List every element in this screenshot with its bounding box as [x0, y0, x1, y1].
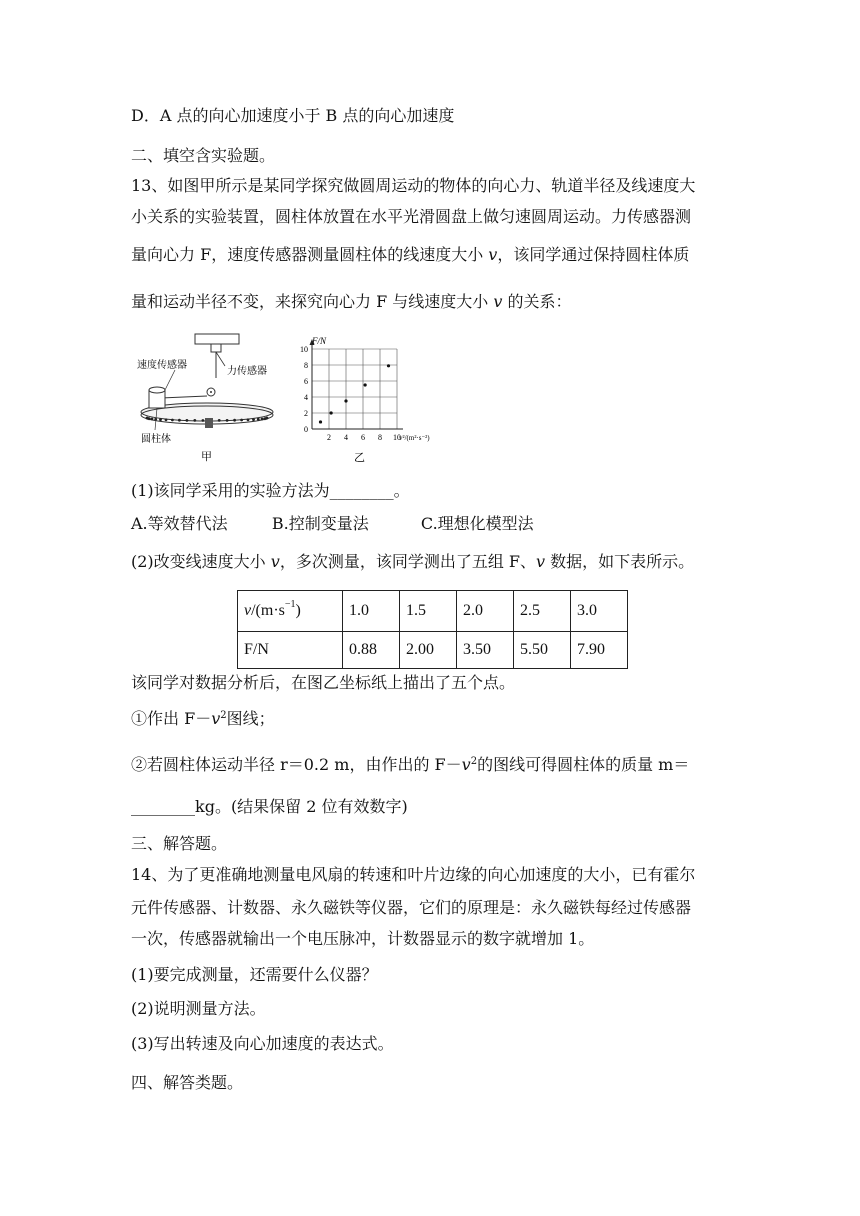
y-tick-label: 10 [300, 345, 308, 354]
table-cell: 3.0 [571, 591, 628, 632]
choices-line [131, 514, 534, 534]
disk-dot [257, 418, 260, 421]
pulley-center [210, 391, 212, 393]
section-3-heading: 三、解答题。 [131, 834, 228, 853]
force-sensor-body [195, 334, 239, 344]
disk-dot [226, 419, 229, 422]
turntable-stand [205, 418, 213, 428]
question-13-line-4 [131, 292, 572, 312]
subquestion-2 [131, 552, 694, 572]
text-span: ①作出 F－ [131, 709, 212, 728]
text-span: ②若圆柱体运动半径 r＝0.2 m，由作出的 F－ [131, 755, 462, 774]
velocity-symbol: v [493, 292, 503, 311]
disk-dot [171, 419, 174, 422]
table-cell: 0.88 [343, 632, 400, 669]
choice-c: C.理想化模型法 [420, 514, 534, 533]
data-point [319, 420, 322, 423]
unit-exponent: −1 [284, 599, 296, 610]
text-span: 的关系： [502, 292, 572, 311]
disk-dot [218, 419, 221, 422]
question-13-line-2: 小关系的实验装置，圆柱体放置在水平光滑圆盘上做匀速圆周运动。力传感器测 [131, 207, 692, 226]
chart-grid [312, 349, 397, 429]
unit-close: ) [295, 602, 301, 619]
x-tick-label: 6 [361, 433, 365, 442]
square-exponent: 2 [220, 710, 227, 721]
task-2 [131, 755, 689, 775]
y-axis-label: F/N [312, 336, 327, 346]
table-cell: 1.0 [343, 591, 400, 632]
table-row-velocity [238, 591, 628, 632]
cylinder-label: 圆柱体 [141, 434, 171, 445]
choice-a: A.等效替代法 [131, 514, 228, 533]
choice-b: B.控制变量法 [271, 514, 369, 533]
data-point [344, 399, 347, 402]
disk-dot [165, 418, 168, 421]
disk-dot [240, 419, 243, 422]
x-tick-label: 4 [344, 433, 348, 442]
x-tick-label: 10 [393, 433, 401, 442]
disk-dot [266, 417, 269, 420]
table-cell: 3.50 [457, 632, 514, 669]
speed-sensor-label: 速度传感器 [137, 360, 187, 371]
text-span: ，多次测量，该同学测出了五组 F、 [279, 552, 537, 571]
disk-dot [186, 419, 189, 422]
question-14-part-3: (3)写出转速及向心加速度的表达式。 [131, 1034, 394, 1053]
apparatus-figure [135, 330, 285, 466]
chart-tick-labels [300, 345, 401, 442]
data-point [330, 411, 333, 414]
table-header-force: F/N [238, 632, 343, 669]
task-2-answer: ________kg。(结果保留 2 位有效数字) [131, 797, 408, 816]
force-sensor-label: 力传感器 [227, 366, 267, 377]
disk-dot [178, 419, 181, 422]
table-cell: 2.5 [514, 591, 571, 632]
question-14-part-2: (2)说明测量方法。 [131, 999, 266, 1018]
y-tick-label: 4 [304, 393, 308, 402]
data-point [364, 383, 367, 386]
option-d: D．A 点的向心加速度小于 B 点的向心加速度 [131, 106, 455, 125]
x-tick-label: 8 [378, 433, 382, 442]
y-tick-label: 2 [304, 409, 308, 418]
text-span: 图线； [226, 709, 275, 728]
text-span: 量和运动半径不变，来探究向心力 F 与线速度大小 [131, 292, 494, 311]
disk-dot [151, 418, 154, 421]
subquestion-1: (1)该同学采用的实验方法为________。 [131, 481, 410, 500]
after-table-text: 该同学对数据分析后，在图乙坐标纸上描出了五个点。 [131, 673, 516, 692]
unit-text: /(m·s [251, 602, 285, 619]
velocity-symbol: v [211, 709, 221, 728]
question-14-part-1: (1)要完成测量，还需要什么仪器？ [131, 965, 378, 984]
chart-axes [310, 339, 404, 429]
force-sensor-pointer [216, 352, 225, 366]
question-14-line-1: 14、为了更准确地测量电风扇的转速和叶片边缘的向心加速度的大小，已有霍尔 [131, 865, 696, 884]
question-13-line-3 [131, 245, 689, 265]
velocity-symbol: v [536, 552, 546, 571]
velocity-symbol: v [461, 755, 471, 774]
figure-caption-yi: 乙 [354, 451, 365, 464]
x-tick-label: 2 [327, 433, 331, 442]
velocity-symbol: v [488, 245, 498, 264]
y-tick-label: 0 [304, 425, 308, 434]
force-sensor-mount [211, 344, 221, 352]
question-14-line-2: 元件传感器、计数器、永久磁铁等仪器，它们的原理是：永久磁铁每经过传感器 [131, 898, 692, 917]
disk-dot [247, 418, 250, 421]
question-13-line-1: 13、如图甲所示是某同学探究做圆周运动的物体的向心力、轨道半径及线速度大 [131, 176, 696, 195]
speed-sensor-leader [165, 370, 175, 390]
section-2-heading: 二、填空含实验题。 [131, 146, 276, 165]
section-4-heading: 四、解答类题。 [131, 1073, 244, 1092]
table-cell: 2.0 [457, 591, 514, 632]
disk-dot [148, 417, 151, 420]
cylinder-top [149, 387, 165, 393]
disk-dot [261, 418, 264, 421]
disk-dot [252, 418, 255, 421]
table-header-velocity [238, 591, 343, 632]
x-axis-label: v²/(m²·s⁻²) [399, 434, 430, 442]
text-span: (2)改变线速度大小 [131, 552, 271, 571]
y-tick-label: 8 [304, 361, 308, 370]
velocity-symbol: v [270, 552, 280, 571]
text-span: ，该同学通过保持圆柱体质 [497, 245, 690, 264]
string [161, 396, 207, 398]
table-cell: 1.5 [400, 591, 457, 632]
question-14-line-3: 一次，传感器就输出一个电压脉冲，计数器显示的数字就增加 1。 [131, 929, 595, 948]
velocity-symbol: v [244, 602, 252, 619]
text-span: 的图线可得圆柱体的质量 m＝ [477, 755, 690, 774]
data-table [237, 590, 628, 669]
disk-dot [193, 419, 196, 422]
text-span: 量向心力 F，速度传感器测量圆柱体的线速度大小 [131, 245, 489, 264]
table-cell: 7.90 [571, 632, 628, 669]
text-span: 数据，如下表所示。 [545, 552, 695, 571]
chart-points [319, 364, 390, 423]
task-1 [131, 709, 275, 729]
y-tick-label: 6 [304, 377, 308, 386]
disk-dot [233, 419, 236, 422]
square-exponent: 2 [470, 756, 478, 767]
disk-dot [202, 419, 205, 422]
figure-caption-jia: 甲 [201, 450, 212, 463]
table-row-force [238, 632, 628, 669]
scatter-chart [288, 330, 460, 466]
table-cell: 2.00 [400, 632, 457, 669]
disk-dot [159, 418, 162, 421]
table-cell: 5.50 [514, 632, 571, 669]
data-point [387, 364, 390, 367]
